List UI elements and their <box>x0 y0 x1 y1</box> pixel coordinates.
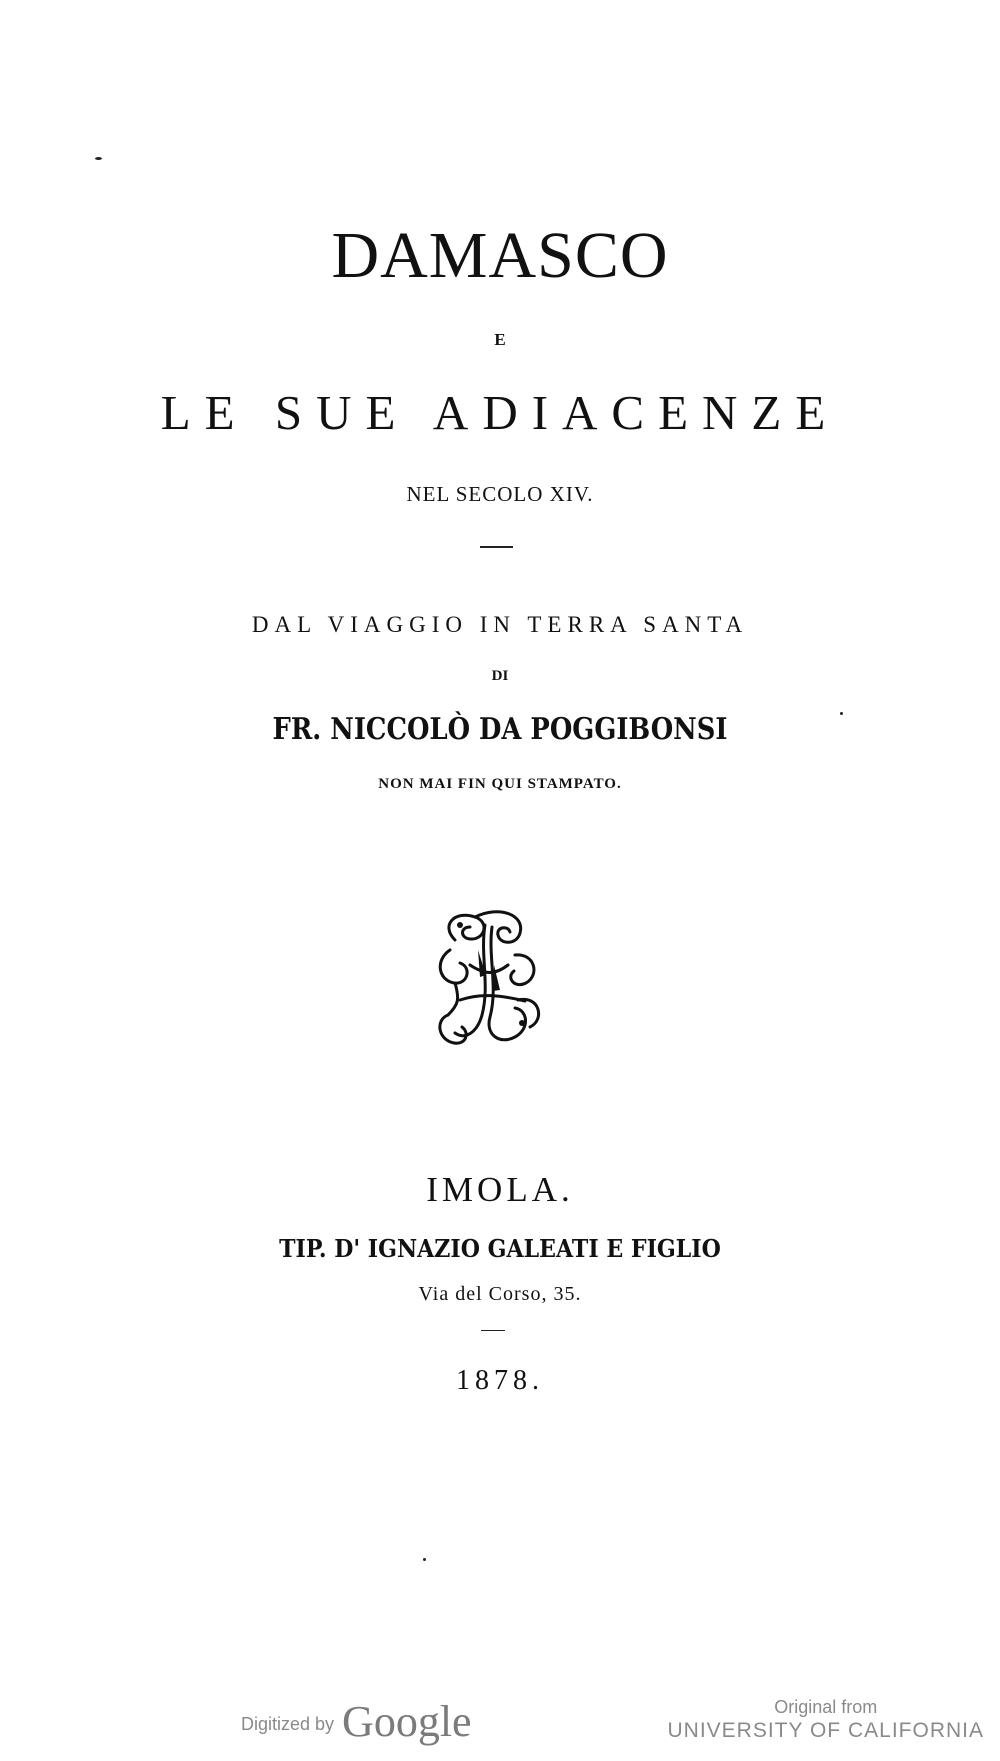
title-conjunction: E <box>494 330 506 349</box>
original-from-label: Original from <box>774 1697 878 1717</box>
institution-name: UNIVERSITY OF CALIFORNIA <box>667 1719 984 1742</box>
digitized-by-watermark <box>241 1696 472 1744</box>
divider-rule <box>480 546 513 548</box>
imprint-city: IMOLA. <box>426 1170 574 1209</box>
book-subtitle: LE SUE ADIACENZE <box>160 385 840 440</box>
by-line: DI <box>491 668 509 684</box>
google-logo: Google <box>342 1697 472 1746</box>
divider-rule-short <box>481 1330 505 1331</box>
source-line: DAL VIAGGIO IN TERRA SANTA <box>251 612 749 637</box>
book-title: DAMASCO <box>331 219 669 292</box>
publication-note: NON MAI FIN QUI STAMPATO. <box>378 776 622 792</box>
scan-speck <box>95 157 102 160</box>
scan-speck <box>840 712 843 715</box>
publication-year: 1878. <box>456 1365 544 1396</box>
digitized-label: Digitized by <box>241 1714 335 1734</box>
imprint-address: Via del Corso, 35. <box>418 1283 582 1305</box>
scan-speck <box>423 1558 426 1561</box>
author-name: FR. NICCOLÒ DA POGGIBONSI <box>272 712 728 747</box>
original-source-watermark <box>668 1696 985 1744</box>
ornamental-monogram-icon <box>430 905 550 1055</box>
imprint-printer: TIP. D' IGNAZIO GALEATI E FIGLIO <box>279 1234 721 1263</box>
century-line: NEL SECOLO XIV. <box>406 482 594 506</box>
